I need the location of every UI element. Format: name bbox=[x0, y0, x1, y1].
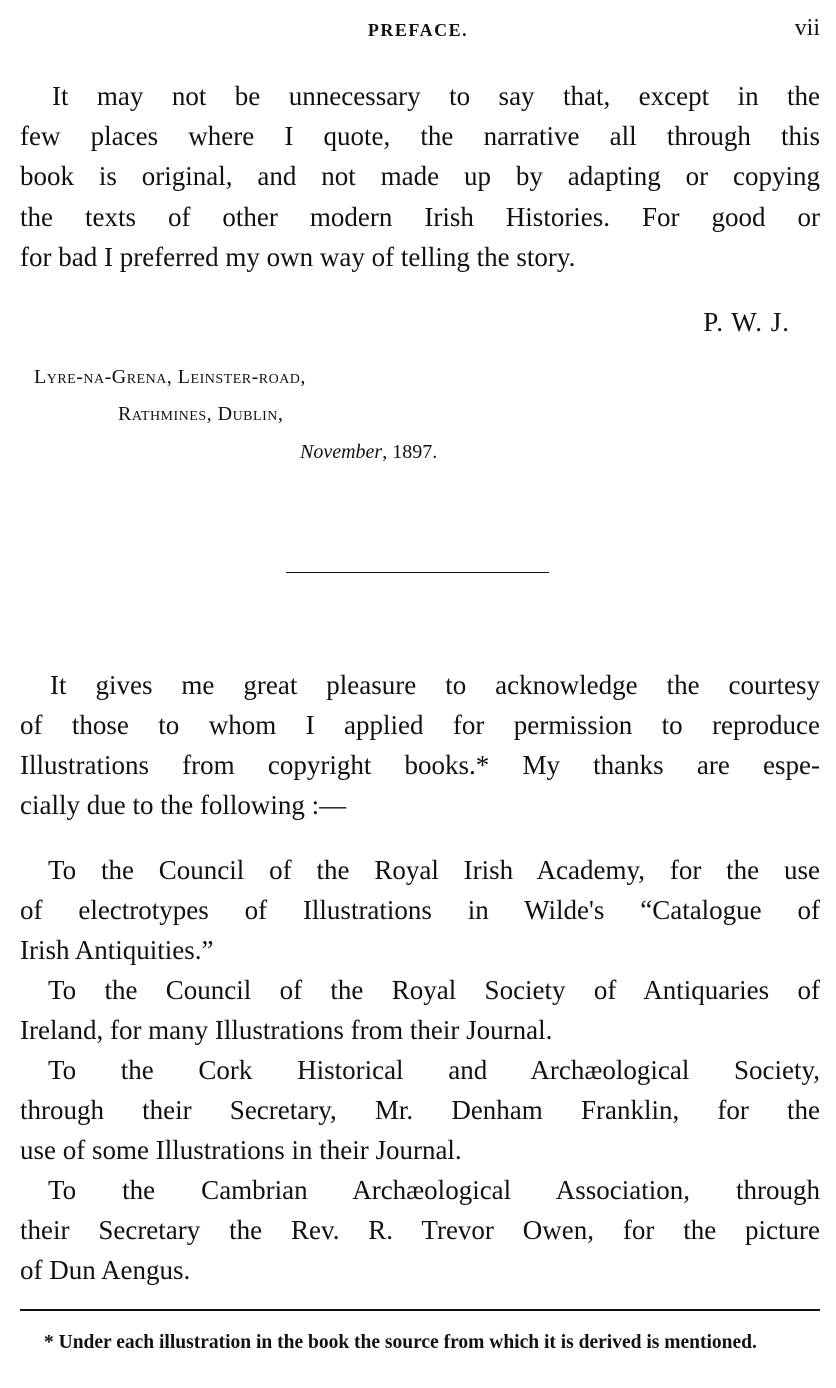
footnote: * Under each illustration in the book the source from which it is derived is mentioned. bbox=[44, 1332, 757, 1353]
thanks-line bbox=[20, 930, 820, 971]
text-line: To the Cambrian Archæological Association, through bbox=[48, 1175, 820, 1205]
text-line: Ireland, for many Illustrations from their Journal. bbox=[20, 1015, 553, 1045]
address-text: Lyre-na-Grena, Leinster-road, bbox=[34, 366, 306, 388]
text-line: few places where I quote, the narrative all through this bbox=[20, 121, 820, 151]
intro-paragraph-line bbox=[20, 197, 820, 238]
text-line: To the Council of the Royal Irish Academy, for the use bbox=[48, 855, 820, 885]
page-number: vii bbox=[794, 15, 820, 41]
text-line: of electrotypes of Illustrations in Wilde's “Catalogue of bbox=[20, 895, 820, 925]
text-line: It gives me great pleasure to acknowledge the courtesy bbox=[50, 670, 820, 700]
footnote-divider bbox=[20, 1309, 820, 1311]
text-line: their Secretary the Rev. R. Trevor Owen, for the picture bbox=[20, 1215, 820, 1245]
text-line: Illustrations from copyright books.* My thanks are espe- bbox=[20, 750, 820, 780]
acknowledge-line bbox=[20, 705, 820, 746]
intro-paragraph bbox=[20, 76, 820, 117]
text-line: through their Secretary, Mr. Denham Franklin, for the bbox=[20, 1095, 820, 1125]
text-line: It may not be unnecessary to say that, except in the bbox=[52, 81, 820, 111]
acknowledge-line bbox=[20, 785, 820, 826]
address-line-1 bbox=[34, 366, 306, 389]
thanks-line bbox=[20, 1050, 820, 1091]
thanks-line bbox=[20, 1170, 820, 1211]
intro-paragraph-line bbox=[20, 156, 820, 197]
date-year: , 1897. bbox=[382, 441, 438, 463]
running-header-title: PREFACE. bbox=[367, 20, 469, 40]
intro-paragraph-line bbox=[20, 116, 820, 157]
text-line: To the Cork Historical and Archæological Society, bbox=[48, 1055, 820, 1085]
text-line: use of some Illustrations in their Journal. bbox=[20, 1135, 462, 1165]
text-line: To the Council of the Royal Society of Antiquaries of bbox=[48, 975, 820, 1005]
text-line: for bad I preferred my own way of telling the story. bbox=[20, 242, 576, 272]
thanks-line bbox=[20, 850, 820, 891]
text-line: cially due to the following :— bbox=[20, 790, 347, 820]
text-line: Irish Antiquities.” bbox=[20, 935, 214, 965]
thanks-line bbox=[20, 970, 820, 1011]
text-line: book is original, and not made up by adapting or copying bbox=[20, 161, 820, 191]
thanks-line bbox=[20, 1090, 820, 1131]
thanks-line bbox=[20, 1250, 820, 1291]
thanks-line bbox=[20, 1130, 820, 1171]
date-line bbox=[300, 441, 437, 464]
address-line-2 bbox=[118, 403, 283, 426]
date-month: November bbox=[300, 441, 383, 463]
thanks-line bbox=[20, 1210, 820, 1251]
address-text: Rathmines, Dublin, bbox=[118, 403, 284, 425]
thanks-line bbox=[20, 1010, 820, 1051]
thanks-line bbox=[20, 890, 820, 931]
section-divider bbox=[286, 572, 549, 573]
text-line: of Dun Aengus. bbox=[20, 1255, 191, 1285]
text-line: the texts of other modern Irish Histories. For good or bbox=[20, 202, 820, 232]
acknowledge-line bbox=[20, 745, 820, 786]
text-line: of those to whom I applied for permission to reproduce bbox=[20, 710, 820, 740]
intro-paragraph-line bbox=[20, 237, 820, 278]
signature: P. W. J. bbox=[703, 307, 790, 337]
acknowledge-line bbox=[20, 665, 820, 706]
